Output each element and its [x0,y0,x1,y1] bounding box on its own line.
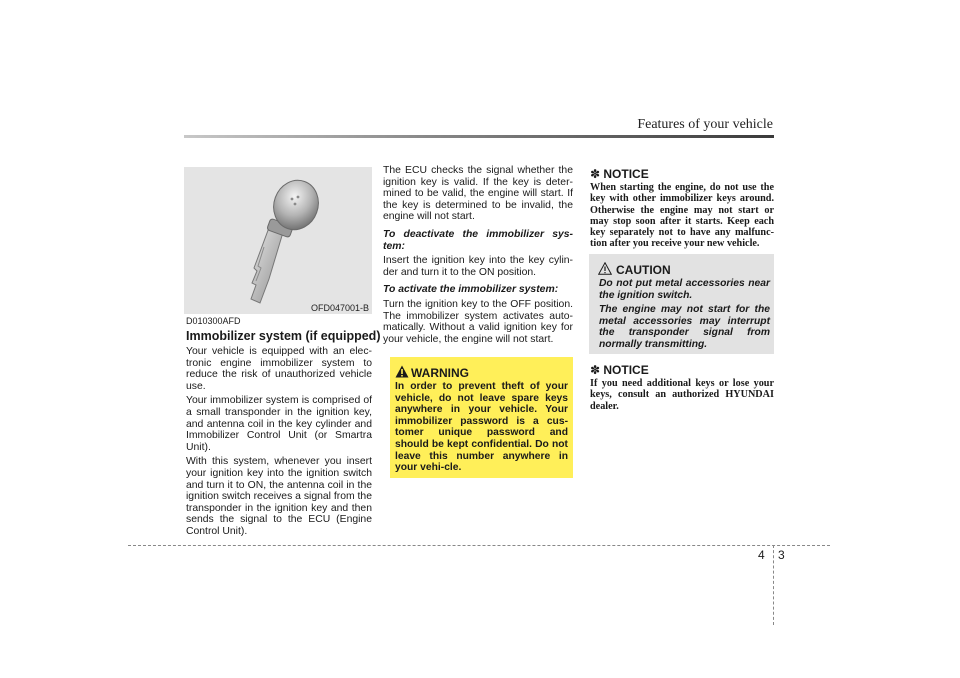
column-1-text [186,346,372,541]
key-icon [184,167,372,314]
header-divider [184,135,774,138]
section-title: Features of your vehicle [637,117,773,132]
footer-divider [128,545,830,546]
notice-2-title: ✽ NOTICE [590,363,649,377]
caution-title: CAUTION [616,263,671,277]
activate-heading: To activate the immobilizer system: [383,284,559,296]
caution-icon [598,262,612,275]
warning-title: WARNING [411,366,469,380]
page-number: 3 [778,548,785,562]
article-code: D010300AFD [186,316,241,326]
warning-box [390,357,573,478]
caution-text [599,278,770,351]
notice-2-text: If you need additional keys or lose your keys, consult an authorized HYUNDAI dealer. [590,378,774,412]
deactivate-text: Insert the ignition key into the key cylin-der and turn it to the ON position. [383,255,573,278]
paragraph-1: Your vehicle is equipped with an elec-tronic engine immobilizer system to reduce the risk of unauthorized vehicle use. [186,346,372,392]
article-title: Immobilizer system (if equipped) [186,329,381,343]
caution-box [589,254,774,354]
caution-text-1: Do not put metal accessories near the ignition switch. [599,278,770,301]
ecu-check-paragraph: The ECU checks the signal whether the ignition key is valid. If the key is deter-mined to be valid, the engine will start. If the key is determined to be invalid, the engine will not start. [383,165,573,223]
deactivate-heading: To deactivate the immobilizer sys-tem: [383,228,573,252]
warning-icon [395,365,409,378]
warning-text: In order to prevent theft of your vehicle, do not leave spare keys anywhere in your vehicle. Your immobilizer password is a cus-tomer unique password and should be kept confidential. Do not leave this number anywhere in your vehi-cle. [395,381,568,474]
paragraph-3: With this system, whenever you insert your ignition key into the ignition switch and turn it to ON, the antenna coil in the ignition switch receives a signal from the transponder in the ignition key and then sends the signal to the ECU (Engine Control Unit). [186,456,372,537]
activate-text: Turn the ignition key to the OFF position. The immobilizer system activates auto-matically. Without a valid ignition key for your vehicle, the engine will not start. [383,298,573,345]
page-chapter-number: 4 [758,548,765,562]
paragraph-2: Your immobilizer system is comprised of a small transponder in the ignition key, and antenna coil in the key cylinder and Immobilizer Control Unit (or Smartra Unit). [186,395,372,453]
column-2-text [383,165,573,348]
key-figure [184,167,372,314]
figure-code: OFD047001-B [310,303,369,313]
caution-text-2: The engine may not start for the metal accessories may interrupt the transponder signal from normally transmitting. [599,304,770,350]
notice-1-title: ✽ NOTICE [590,167,649,181]
footer-vertical-divider [773,545,774,625]
notice-1-text: When starting the engine, do not use the key with other immobilizer keys around. Otherwise the engine may not start or may stop soon after it starts. Keep each key separately not to have any malfunc-tion after you receive your new vehicle. [590,182,774,250]
